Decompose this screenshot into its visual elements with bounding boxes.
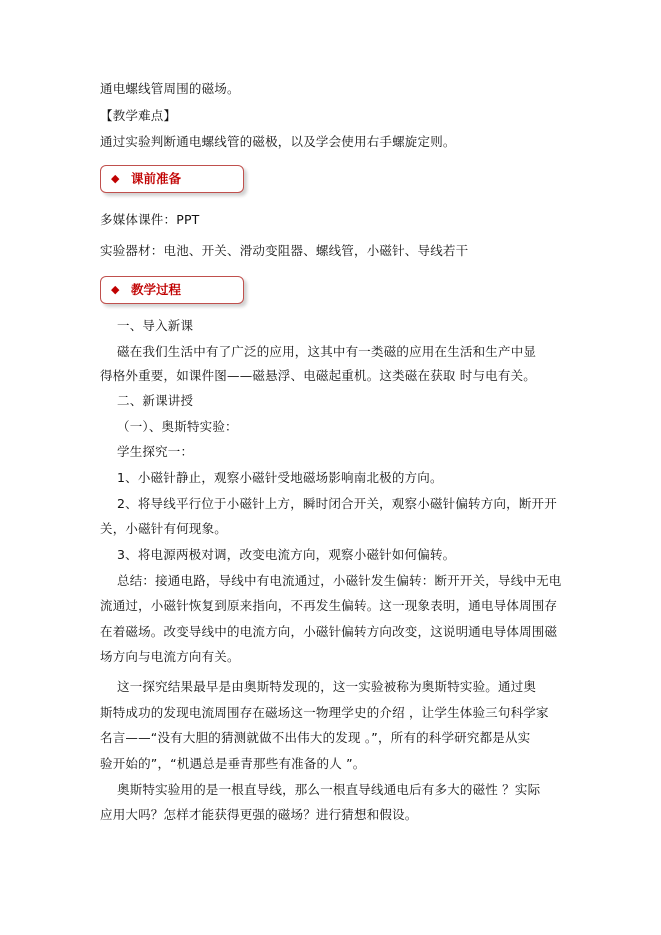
paragraph-line: 磁在我们生活中有了广泛的应用，这其中有一类磁的应用在生活和生产中显 (117, 344, 537, 359)
summary-line: 总结：接通电路，导线中有电流通过，小磁针发生偏转：断开开关，导线中无电 (117, 573, 562, 588)
history-line: 名言——“没有大胆的猜测就做不出伟大的发现 。”，所有的科学研究都是从实 (100, 730, 531, 745)
diamond-bullet-icon: ◆ (111, 172, 120, 185)
summary-line: 在着磁场。改变导线中的电流方向，小磁针偏转方向改变，这说明通电导体周围磁 (100, 624, 558, 639)
difficulty-text: 通过实验判断通电螺线管的磁极，以及学会使用右手螺旋定则。 (100, 134, 456, 149)
section-title: 课前准备 (131, 171, 182, 186)
paragraph-line: 得格外重要，如课件图——磁悬浮、电磁起重机。这类磁在获取 时与电有关。 (100, 368, 536, 383)
history-line: 斯特成功的发现电流周围存在磁场这一物理学史的介绍 ，让学生体验三句科学家 (100, 705, 549, 720)
intro-line: 通电螺线管周围的磁场。 (100, 81, 240, 96)
step-2: 2、将导线平行位于小磁针上方，瞬时闭合开关，观察小磁针偏转方向，断开开 (117, 496, 557, 511)
section-title: 教学过程 (131, 282, 182, 297)
step-2-cont: 关，小磁针有何现象。 (100, 521, 228, 536)
part-two-heading: 二、新课讲授 (117, 393, 194, 408)
difficulty-heading: 【教学难点】 (100, 108, 177, 123)
question-line: 应用大吗？怎样才能获得更强的磁场？进行猜想和假设。 (100, 807, 418, 822)
diamond-bullet-icon: ◆ (111, 283, 120, 296)
explore-label: 学生探究一： (117, 444, 194, 459)
step-1: 1、小磁针静止，观察小磁针受地磁场影响南北极的方向。 (117, 470, 443, 485)
summary-line: 流通过，小磁针恢复到原来指向，不再发生偏转。这一现象表明，通电导体周围存 (100, 598, 558, 613)
summary-line: 场方向与电流方向有关。 (100, 649, 240, 664)
history-line: 验开始的”，“机遇总是垂青那些有准备的人 ”。 (100, 756, 366, 771)
part-one-heading: 一、导入新课 (117, 318, 194, 333)
subsection-heading: （一）、奥斯特实验： (117, 419, 238, 434)
section-header-preparation (100, 165, 244, 193)
equipment-line: 实验器材：电池、开关、滑动变阻器、螺线管，小磁针、导线若干 (100, 243, 469, 258)
step-3: 3、将电源两极对调，改变电流方向，观察小磁针如何偏转。 (117, 547, 456, 562)
media-line: 多媒体课件：PPT (100, 212, 200, 227)
question-line: 奥斯特实验用的是一根直导线，那么一根直导线通电后有多大的磁性 ？实际 (117, 782, 541, 797)
section-header-process (100, 276, 244, 304)
history-line: 这一探究结果最早是由奥斯特发现的，这一实验被称为奥斯特实验。通过奥 (117, 679, 537, 694)
